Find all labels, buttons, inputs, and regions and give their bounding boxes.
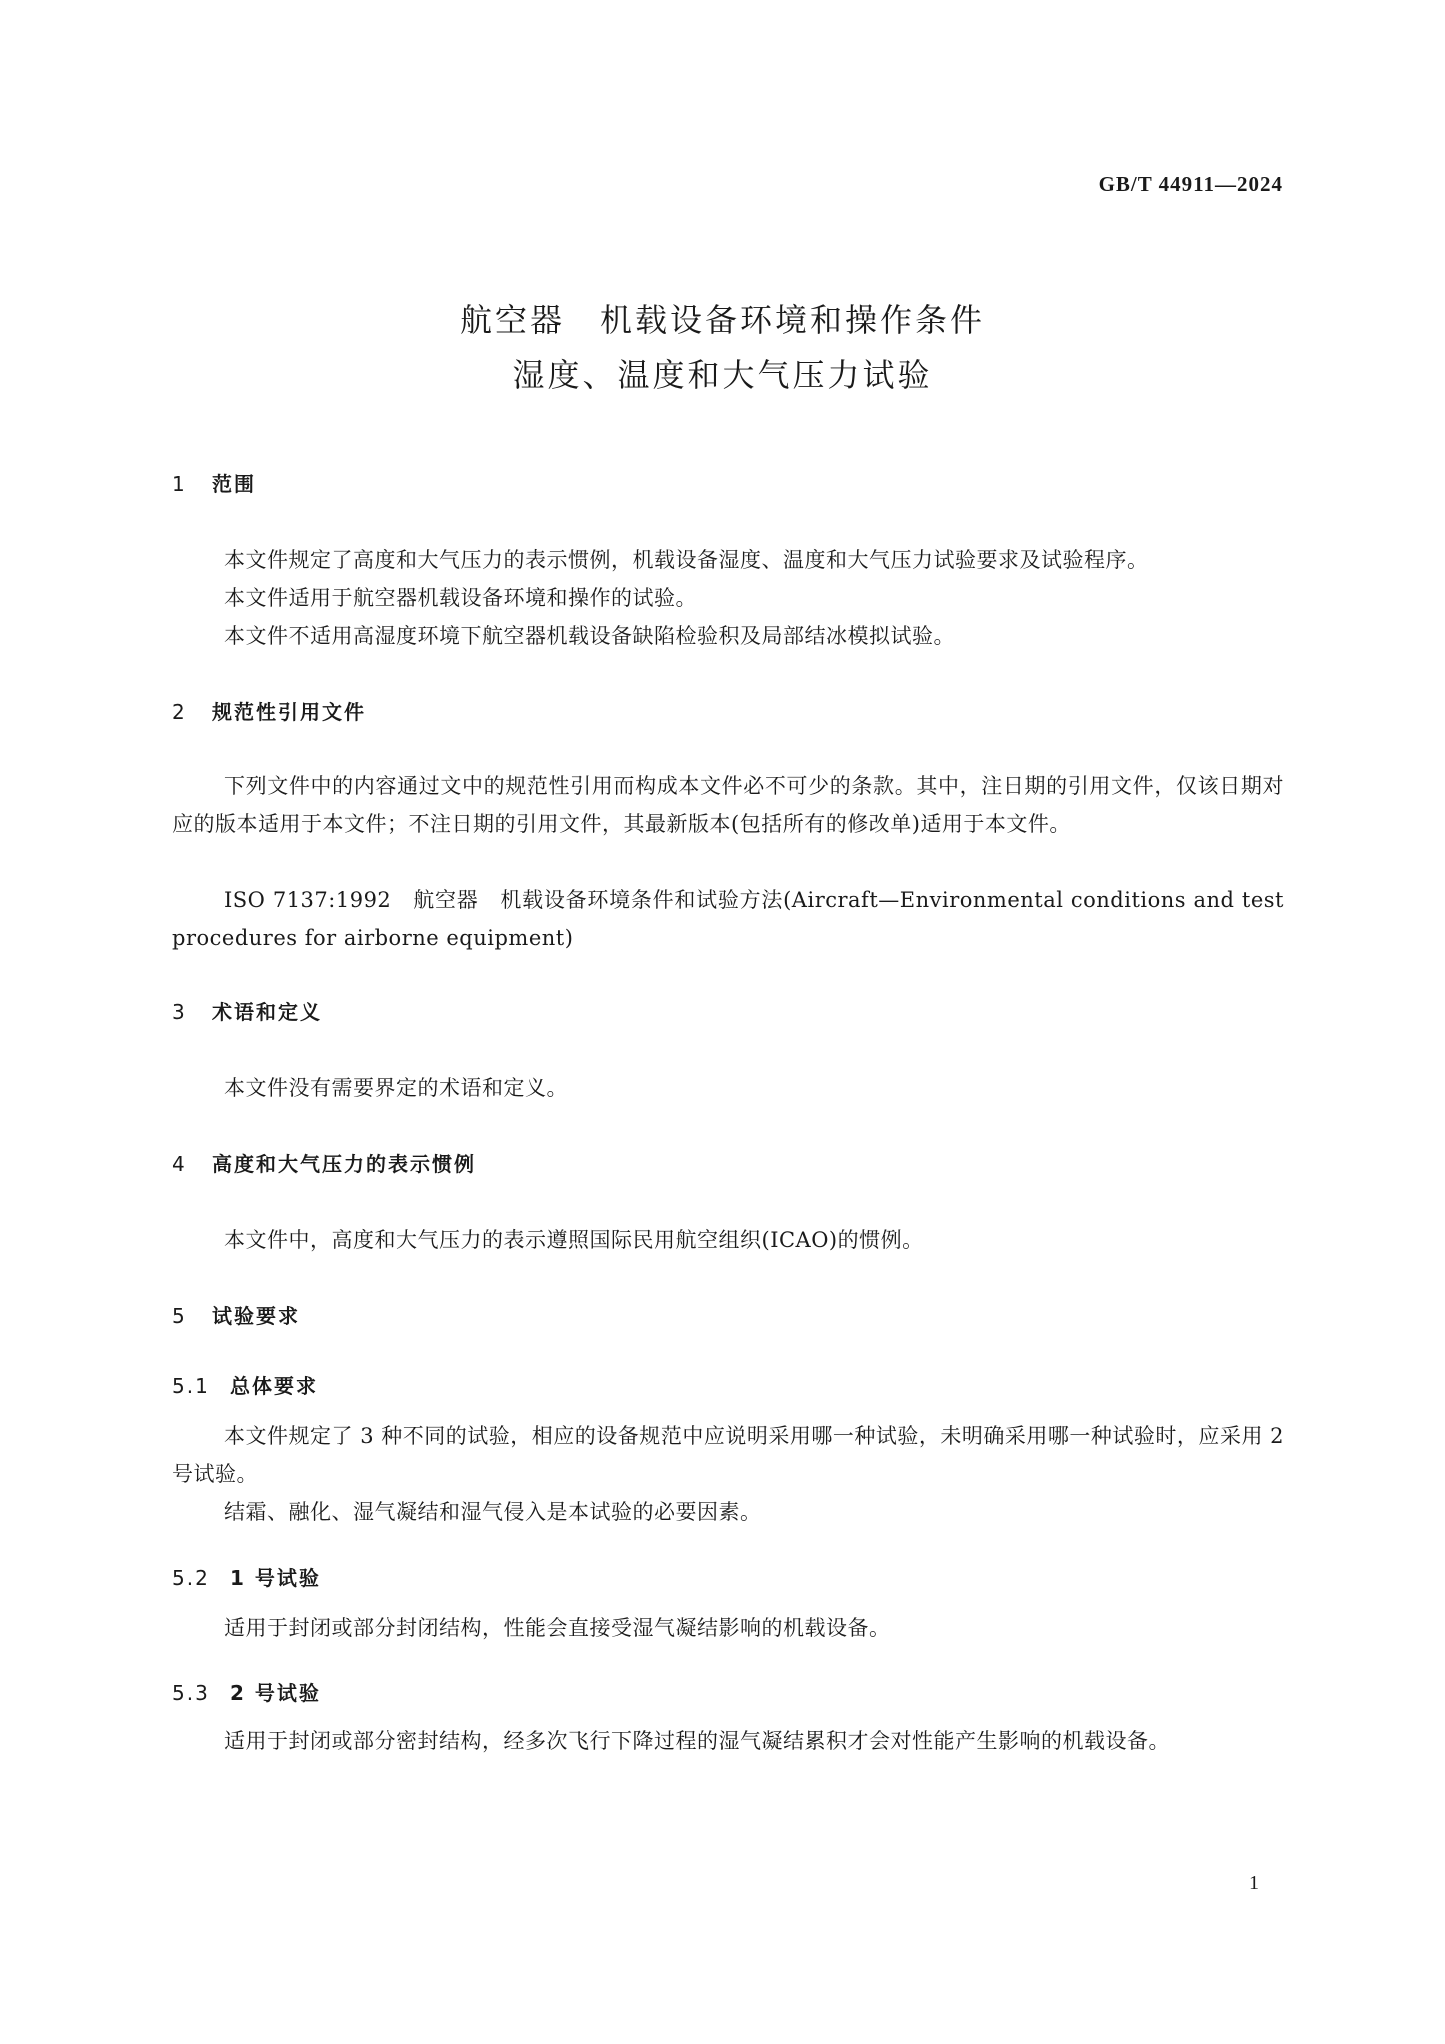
section-heading-3 (172, 996, 322, 1025)
document-title-line2: 湿度、温度和大气压力试验 (512, 356, 933, 394)
section-5-1-paragraph-1: 本文件规定了 3 种不同的试验，相应的设备规范中应说明采用哪一种试验，未明确采用哪一种试验时，应采用 2 号试验。 (172, 1424, 1284, 1486)
subsection-heading-5-3 (172, 1677, 321, 1706)
section-title: 规范性引用文件 (212, 700, 366, 724)
section-number: 1 (172, 472, 187, 496)
section-title: 范围 (212, 472, 256, 496)
section-number: 3 (172, 1000, 187, 1024)
section-title: 高度和大气压力的表示惯例 (212, 1152, 476, 1176)
subsection-title: 2 号试验 (230, 1681, 321, 1705)
section-title: 术语和定义 (212, 1000, 322, 1024)
section-number: 4 (172, 1152, 187, 1176)
section-heading-2 (172, 696, 366, 725)
section-number: 5 (172, 1304, 187, 1328)
section-heading-4 (172, 1148, 476, 1177)
subsection-number: 5.2 (172, 1566, 210, 1590)
section-number: 2 (172, 700, 187, 724)
document-title-line1: 航空器 机载设备环境和操作条件 (459, 301, 985, 339)
section-3-paragraph-1: 本文件没有需要界定的术语和定义。 (224, 1076, 568, 1100)
section-1-paragraph-2: 本文件适用于航空器机载设备环境和操作的试验。 (224, 586, 697, 610)
section-4-paragraph-1: 本文件中，高度和大气压力的表示遵照国际民用航空组织(ICAO)的惯例。 (224, 1228, 924, 1252)
section-1-paragraph-1: 本文件规定了高度和大气压力的表示惯例，机载设备湿度、温度和大气压力试验要求及试验程序。 (224, 548, 1149, 572)
subsection-title: 1 号试验 (230, 1566, 321, 1590)
section-title: 试验要求 (212, 1304, 300, 1328)
section-5-1-paragraph-2: 结霜、融化、湿气凝结和湿气侵入是本试验的必要因素。 (224, 1500, 762, 1524)
subsection-heading-5-1 (172, 1370, 318, 1399)
subsection-number: 5.3 (172, 1681, 210, 1705)
subsection-title: 总体要求 (230, 1374, 318, 1398)
section-heading-1 (172, 468, 256, 497)
subsection-heading-5-2 (172, 1562, 321, 1591)
section-heading-5 (172, 1300, 300, 1329)
page-number: 1 (1249, 1872, 1259, 1894)
section-5-2-paragraph-1: 适用于封闭或部分封闭结构，性能会直接受湿气凝结影响的机载设备。 (224, 1616, 891, 1640)
subsection-number: 5.1 (172, 1374, 210, 1398)
section-1-paragraph-3: 本文件不适用高湿度环境下航空器机载设备缺陷检验积及局部结冰模拟试验。 (224, 624, 955, 648)
section-5-3-paragraph-1: 适用于封闭或部分密封结构，经多次飞行下降过程的湿气凝结累积才会对性能产生影响的机载设备。 (224, 1729, 1170, 1753)
standard-number: GB/T 44911—2024 (1098, 172, 1283, 196)
section-2-paragraph-2: ISO 7137:1992 航空器 机载设备环境条件和试验方法(Aircraft—Environmental conditions and test procedures for airborne equipment) (172, 888, 1284, 950)
section-2-paragraph-1: 下列文件中的内容通过文中的规范性引用而构成本文件必不可少的条款。其中，注日期的引用文件，仅该日期对应的版本适用于本文件；不注日期的引用文件，其最新版本(包括所有的修改单)适用于本文件。 (172, 774, 1284, 836)
